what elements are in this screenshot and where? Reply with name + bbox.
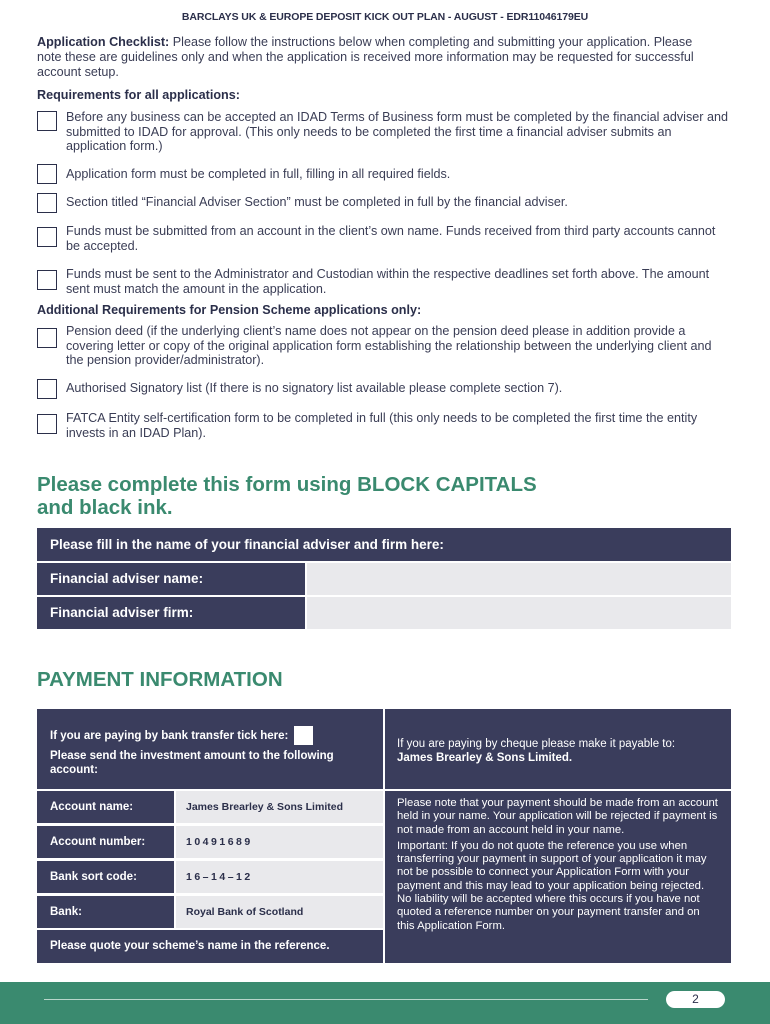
block-capitals-instruction bbox=[37, 473, 637, 519]
checklist-item-text: Funds must be sent to the Administrator and Custodian within the respective deadlines set forth above. The amount sent must match the amount in the application. bbox=[66, 267, 710, 296]
footer-divider bbox=[44, 999, 648, 1000]
payment-title: PAYMENT INFORMATION bbox=[37, 668, 283, 691]
pension-checklist-item bbox=[37, 411, 737, 440]
checklist-item bbox=[37, 195, 737, 213]
checklist-item-text: Pension deed (if the underlying client’s name does not appear on the pension deed please in addition provide a covering letter or copy of the original application form establishing the relationship between the underlying client and the pension provider/administrator). bbox=[66, 324, 712, 367]
adviser-name-row bbox=[37, 563, 731, 595]
block-capitals-line-2: and black ink. bbox=[37, 496, 173, 519]
send-instructions: Please send the investment amount to the following account: bbox=[50, 750, 334, 776]
adviser-firm-label: Financial adviser firm: bbox=[37, 597, 305, 629]
checklist-checkbox[interactable] bbox=[37, 111, 57, 131]
bank-value: Royal Bank of Scotland bbox=[176, 896, 383, 928]
checklist-checkbox[interactable] bbox=[37, 193, 57, 213]
account-number-value: 10491689 bbox=[176, 826, 383, 858]
bank-label: Bank: bbox=[37, 896, 174, 928]
quote-reference: Please quote your scheme’s name in the reference. bbox=[37, 930, 383, 963]
requirements-heading: Requirements for all applications: bbox=[37, 88, 240, 102]
checklist-item-text: Application form must be completed in full, filling in all required fields. bbox=[66, 167, 451, 181]
adviser-name-label: Financial adviser name: bbox=[37, 563, 305, 595]
sort-code-value: 16–14–12 bbox=[176, 861, 383, 893]
adviser-section bbox=[37, 528, 731, 629]
bank-transfer-checkbox[interactable] bbox=[294, 726, 313, 745]
account-number-row bbox=[37, 826, 383, 858]
pension-heading: Additional Requirements for Pension Scheme applications only: bbox=[37, 303, 422, 317]
checklist-item-text: Funds must be submitted from an account in the client’s own name. Funds received from third party accounts cannot be accepted. bbox=[66, 224, 716, 253]
checklist-item-text: Section titled “Financial Adviser Section” must be completed in full by the financial adviser. bbox=[66, 195, 568, 209]
checklist-intro bbox=[37, 35, 697, 80]
checklist-checkbox[interactable] bbox=[37, 227, 57, 247]
checklist-item-text: Authorised Signatory list (If there is no signatory list available please complete section 7). bbox=[66, 381, 563, 395]
adviser-firm-row bbox=[37, 597, 731, 629]
checklist-item bbox=[37, 267, 737, 296]
cheque-panel bbox=[385, 709, 731, 789]
checklist-intro-text: Please follow the instructions below when completing and submitting your application. Please note these are guidelines only and when the application is received more information may be requested for successful account setup. bbox=[37, 35, 694, 79]
checklist-item bbox=[37, 110, 737, 154]
checklist-item bbox=[37, 167, 737, 184]
checklist-intro-label: Application Checklist: bbox=[37, 35, 170, 49]
checklist-item bbox=[37, 224, 737, 253]
payment-note: Please note that your payment should be made from an account held in your name. Your application will be rejected if payment is not made from an account held in your name. bbox=[397, 797, 718, 836]
bank-transfer-panel bbox=[37, 709, 383, 789]
account-name-label: Account name: bbox=[37, 791, 174, 823]
payment-important: Important: If you do not quote the reference you use when transferring your payment in support of your application it may not be possible to connect your Application Form with your payment and this may lead to your application being rejected. No liability will be accepted where this occurs if you have not quoted a reference number on your payment transfer and on this Application Form. bbox=[397, 839, 707, 932]
page-number: 2 bbox=[666, 991, 725, 1008]
pension-checklist-item bbox=[37, 324, 737, 368]
adviser-heading: Please fill in the name of your financial adviser and firm here: bbox=[37, 528, 731, 561]
account-name-value: James Brearley & Sons Limited bbox=[176, 791, 383, 823]
sort-code-row bbox=[37, 861, 383, 893]
checklist-item-text: Before any business can be accepted an IDAD Terms of Business form must be completed by the financial adviser and submitted to IDAD for approval. (This only needs to be completed the first time a financial adviser submits an application form.) bbox=[66, 110, 728, 153]
adviser-name-field[interactable] bbox=[307, 563, 731, 595]
checklist-checkbox[interactable] bbox=[37, 414, 57, 434]
cheque-text: If you are paying by cheque please make it payable to: bbox=[397, 738, 676, 750]
block-capitals-line-1: Please complete this form using BLOCK CAPITALS bbox=[37, 473, 537, 496]
checklist-checkbox[interactable] bbox=[37, 270, 57, 290]
cheque-payee: James Brearley & Sons Limited. bbox=[397, 752, 573, 764]
checklist-checkbox[interactable] bbox=[37, 164, 57, 184]
checklist-checkbox[interactable] bbox=[37, 328, 57, 348]
bank-transfer-row bbox=[50, 726, 370, 745]
bank-row bbox=[37, 896, 383, 928]
account-name-row bbox=[37, 791, 383, 823]
adviser-firm-field[interactable] bbox=[307, 597, 731, 629]
document-header: BARCLAYS UK & EUROPE DEPOSIT KICK OUT PLAN - AUGUST - EDR11046179EU bbox=[181, 11, 589, 23]
payment-notes-panel bbox=[385, 791, 731, 963]
checklist-checkbox[interactable] bbox=[37, 379, 57, 399]
checklist-item-text: FATCA Entity self-certification form to be completed in full (this only needs to be completed the first time the entity invests in an IDAD Plan). bbox=[66, 411, 698, 440]
pension-checklist-item bbox=[37, 381, 737, 399]
sort-code-label: Bank sort code: bbox=[37, 861, 174, 893]
bank-transfer-label: If you are paying by bank transfer tick here: bbox=[50, 729, 289, 742]
page-footer bbox=[0, 982, 770, 1024]
account-number-label: Account number: bbox=[37, 826, 174, 858]
